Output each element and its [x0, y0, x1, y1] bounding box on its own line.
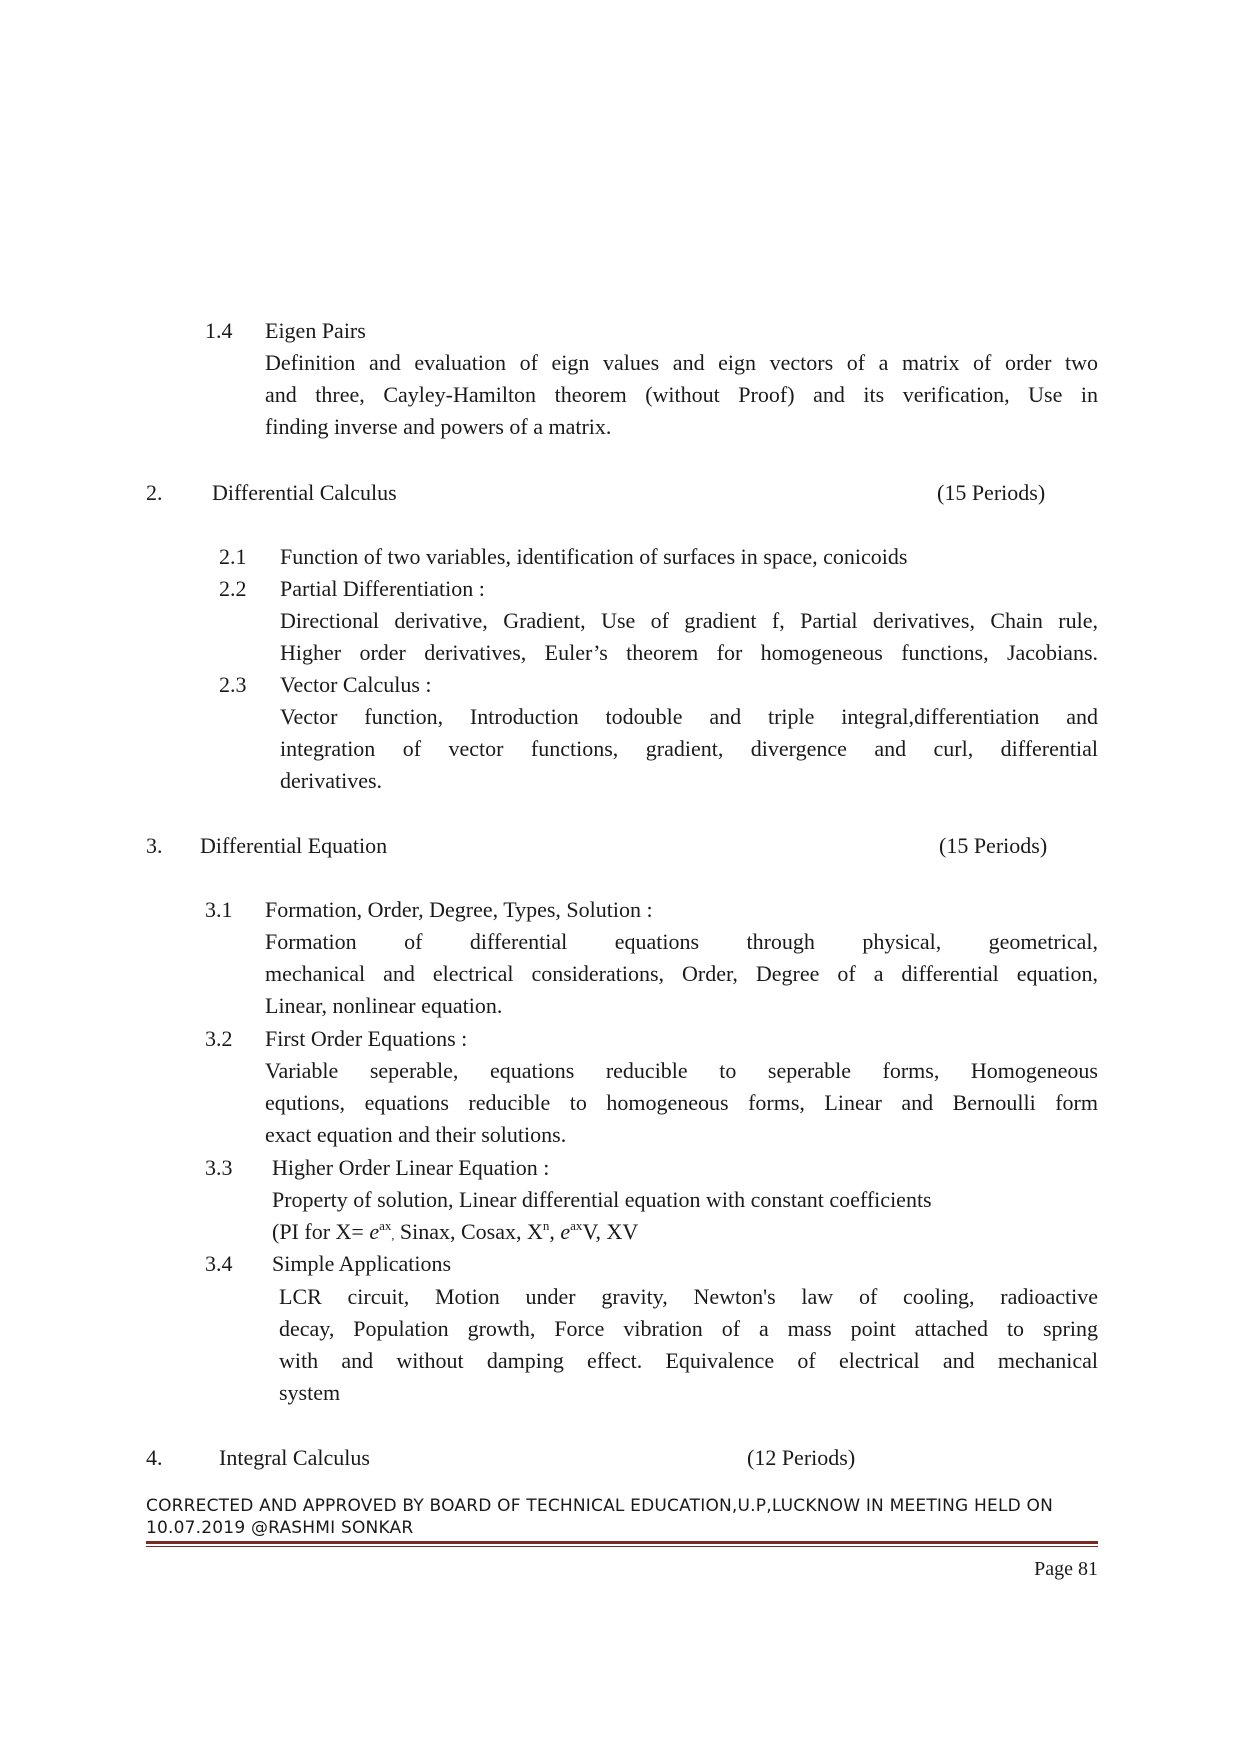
chapter-title: Differential Equation	[200, 833, 388, 858]
paragraph-line: and three, Cayley-Hamilton theorem (without Proof) and its verification, Use in	[265, 382, 1098, 407]
subsection-number: 2.1	[219, 544, 247, 569]
subsection-number: 3.3	[205, 1155, 233, 1180]
paragraph-line: derivatives.	[280, 768, 383, 793]
paragraph-line: decay, Population growth, Force vibration of a mass point attached to spring	[279, 1316, 1098, 1341]
subsection-number: 2.2	[219, 576, 247, 601]
paragraph-line: Higher order derivatives, Euler’s theorem for homogeneous functions, Jacobians.	[280, 640, 1098, 665]
subsection-title: Simple Applications	[272, 1251, 452, 1276]
paragraph-line: Variable seperable, equations reducible to seperable forms, Homogeneous	[265, 1058, 1098, 1083]
paragraph-line: mechanical and electrical considerations, Order, Degree of a differential equation,	[265, 961, 1098, 986]
paragraph-line: system	[279, 1380, 341, 1405]
paragraph-line: integration of vector functions, gradient, divergence and curl, differential	[280, 736, 1098, 761]
chapter-periods: (15 Periods)	[939, 833, 1048, 858]
subsection-title: First Order Equations :	[265, 1026, 468, 1051]
exp-e: e	[560, 1219, 571, 1244]
section-number: 1.4	[205, 318, 233, 343]
chapter-number: 4.	[146, 1445, 163, 1470]
paragraph-line: Vector function, Introduction todouble and triple integral,differentiation and	[280, 704, 1098, 729]
chapter-periods: (15 Periods)	[937, 480, 1046, 505]
chapter-periods: (12 Periods)	[747, 1445, 856, 1470]
paragraph-line: Formation of differential equations through physical, geometrical,	[265, 929, 1098, 954]
pi-text: V, XV	[582, 1219, 639, 1244]
subsection-title: Higher Order Linear Equation :	[272, 1155, 550, 1180]
paragraph-line: Property of solution, Linear differential equation with constant coefficients	[272, 1187, 932, 1212]
pi-text: ,	[549, 1219, 561, 1244]
paragraph-line: Directional derivative, Gradient, Use of gradient f, Partial derivatives, Chain rule,	[280, 608, 1098, 633]
page-number: Page 81	[1034, 1558, 1098, 1580]
paragraph-line: LCR circuit, Motion under gravity, Newton's law of cooling, radioactive	[279, 1284, 1098, 1309]
subsection-number: 2.3	[219, 672, 247, 697]
paragraph-line: equtions, equations reducible to homogeneous forms, Linear and Bernoulli form	[265, 1090, 1098, 1115]
pi-comma: ,	[391, 1228, 395, 1242]
footer-approval-line: CORRECTED AND APPROVED BY BOARD OF TECHNICAL EDUCATION,U.P,LUCKNOW IN MEETING HELD ON	[146, 1496, 1054, 1516]
subsection-title: Vector Calculus :	[280, 672, 432, 697]
paragraph-line: exact equation and their solutions.	[265, 1122, 567, 1147]
footer-approval-line: 10.07.2019 @RASHMI SONKAR	[146, 1518, 414, 1538]
section-title: Eigen Pairs	[265, 318, 366, 343]
exponent: ax	[570, 1218, 583, 1233]
subsection-title: Formation, Order, Degree, Types, Solution :	[265, 897, 653, 922]
exponent: n	[542, 1218, 550, 1233]
subsection-title: Partial Differentiation :	[280, 576, 485, 601]
chapter-title: Differential Calculus	[212, 480, 397, 505]
chapter-title: Integral Calculus	[219, 1445, 370, 1470]
chapter-number: 2.	[146, 480, 163, 505]
paragraph-line: finding inverse and powers of a matrix.	[265, 414, 612, 439]
exp-e: e	[369, 1219, 380, 1244]
pi-text: Sinax, Cosax, X	[394, 1219, 543, 1244]
subsection-number: 3.4	[205, 1251, 233, 1276]
paragraph-line: Linear, nonlinear equation.	[265, 993, 503, 1018]
pi-text: (PI for X=	[272, 1219, 364, 1244]
paragraph-line: Definition and evaluation of eign values and eign vectors of a matrix of order two	[265, 350, 1098, 375]
footer-divider-thin	[146, 1546, 1098, 1547]
paragraph-line: with and without damping effect. Equivalence of electrical and mechanical	[279, 1348, 1098, 1373]
chapter-number: 3.	[146, 833, 163, 858]
subsection-number: 3.1	[205, 897, 233, 922]
subsection-number: 3.2	[205, 1026, 233, 1051]
particular-integral-line	[272, 1219, 638, 1248]
exponent: ax	[379, 1218, 392, 1233]
paragraph-line: Function of two variables, identification of surfaces in space, conicoids	[280, 544, 908, 569]
footer-divider	[146, 1541, 1098, 1544]
